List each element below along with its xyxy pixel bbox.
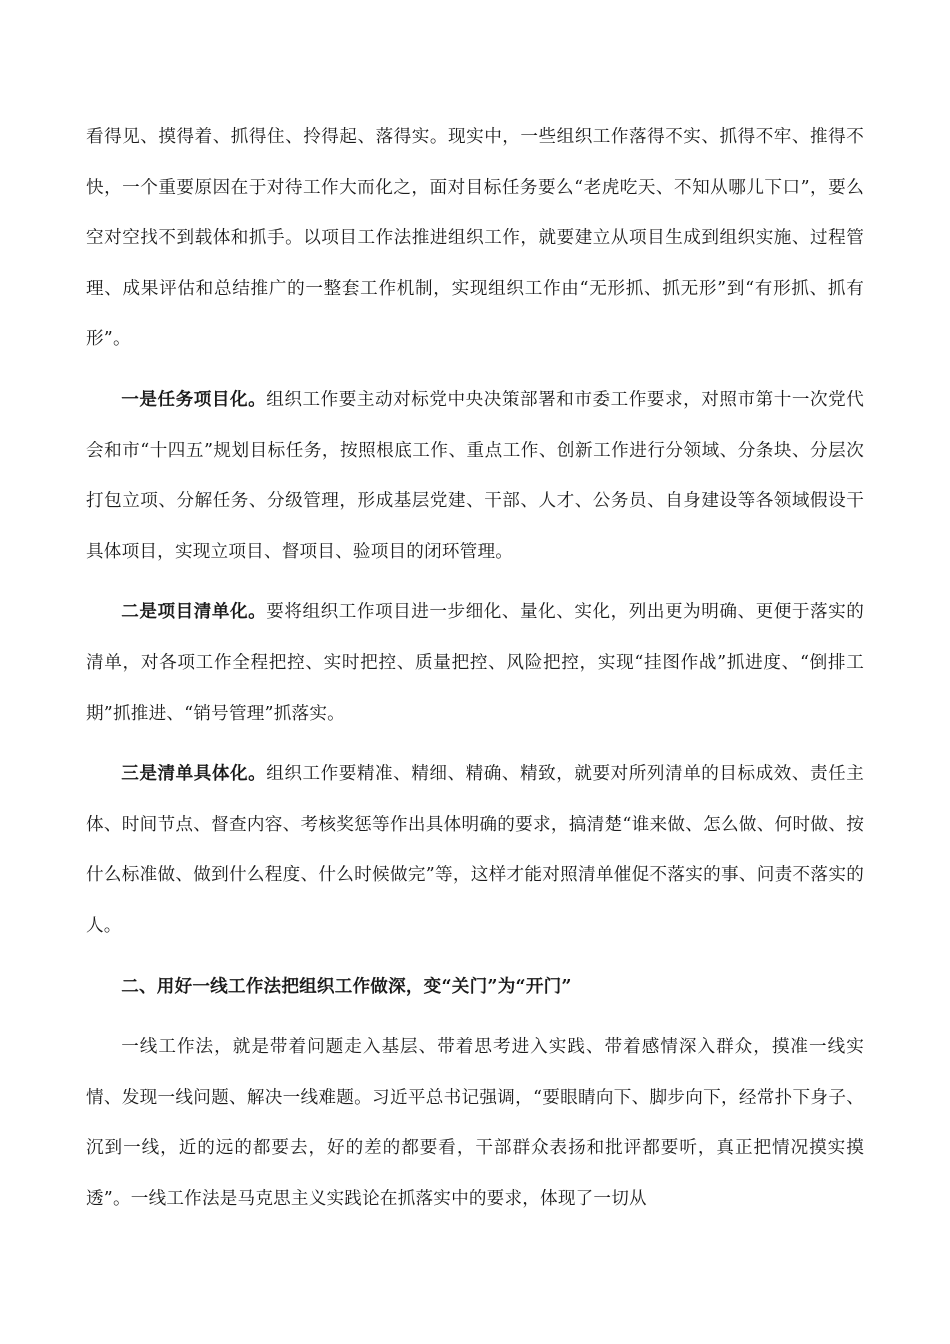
paragraph-task-projectization <box>86 375 864 577</box>
paragraph-lead: 二是项目清单化。 <box>121 601 267 623</box>
paragraph-list-concretization <box>86 749 864 951</box>
section-heading: 二、用好一线工作法把组织工作做深，变“关门”为“开门” <box>121 975 572 997</box>
paragraph-frontline-method: 一线工作法，就是带着问题走入基层、带着思考进入实践、带着感情深入群众，摸准一线实情、发现一线问题、解决一线难题。习近平总书记强调，“要眼睛向下、脚步向下，经常扑下身子、沉到一线，近的远的都要去，好的差的都要看，干部群众表扬和批评都要听，真正把情况摸实摸透”。一线工作法是马克思主义实践论在抓落实中的要求，体现了一切从 <box>86 1037 864 1209</box>
paragraph-body: 组织工作要精准、精细、精确、精致，就要对所列清单的目标成效、责任主体、时间节点、督查内容、考核奖惩等作出具体明确的要求，搞清楚“谁来做、怎么做、何时做、按什么标准做、做到什么程度、什么时候做完”等，这样才能对照清单催促不落实的事、问责不落实的人。 <box>86 764 865 936</box>
paragraph-continuation: 看得见、摸得着、抓得住、拎得起、落得实。现实中，一些组织工作落得不实、抓得不牢、推得不快，一个重要原因在于对待工作大而化之，面对目标任务要么“老虎吃天、不知从哪儿下口”，要么空对空找不到载体和抓手。以项目工作法推进组织工作，就要建立从项目生成到组织实施、过程管理、成果评估和总结推广的一整套工作机制，实现组织工作由“无形抓、抓无形”到“有形抓、抓有形”。 <box>86 127 864 350</box>
paragraph-body: 组织工作要主动对标党中央决策部署和市委工作要求，对照市第十一次党代会和市“十四五”规划目标任务，按照根底工作、重点工作、创新工作进行分领域、分条块、分层次打包立项、分解任务、分级管理，形成基层党建、干部、人才、公务员、自身建设等各领域假设干具体项目，实现立项目、督项目、验项目的闭环管理。 <box>86 389 865 562</box>
document-page <box>86 112 864 1224</box>
paragraph-lead: 一是任务项目化。 <box>121 388 267 410</box>
paragraph-body: 要将组织工作项目进一步细化、量化、实化，列出更为明确、更便于落实的清单，对各项工作全程把控、实时把控、质量把控、风险把控，实现“挂图作战”抓进度、“倒排工期”抓推进、“销号管理”抓落实。 <box>86 602 865 724</box>
paragraph-project-listing <box>86 587 864 739</box>
paragraph-lead: 三是清单具体化。 <box>121 763 267 785</box>
